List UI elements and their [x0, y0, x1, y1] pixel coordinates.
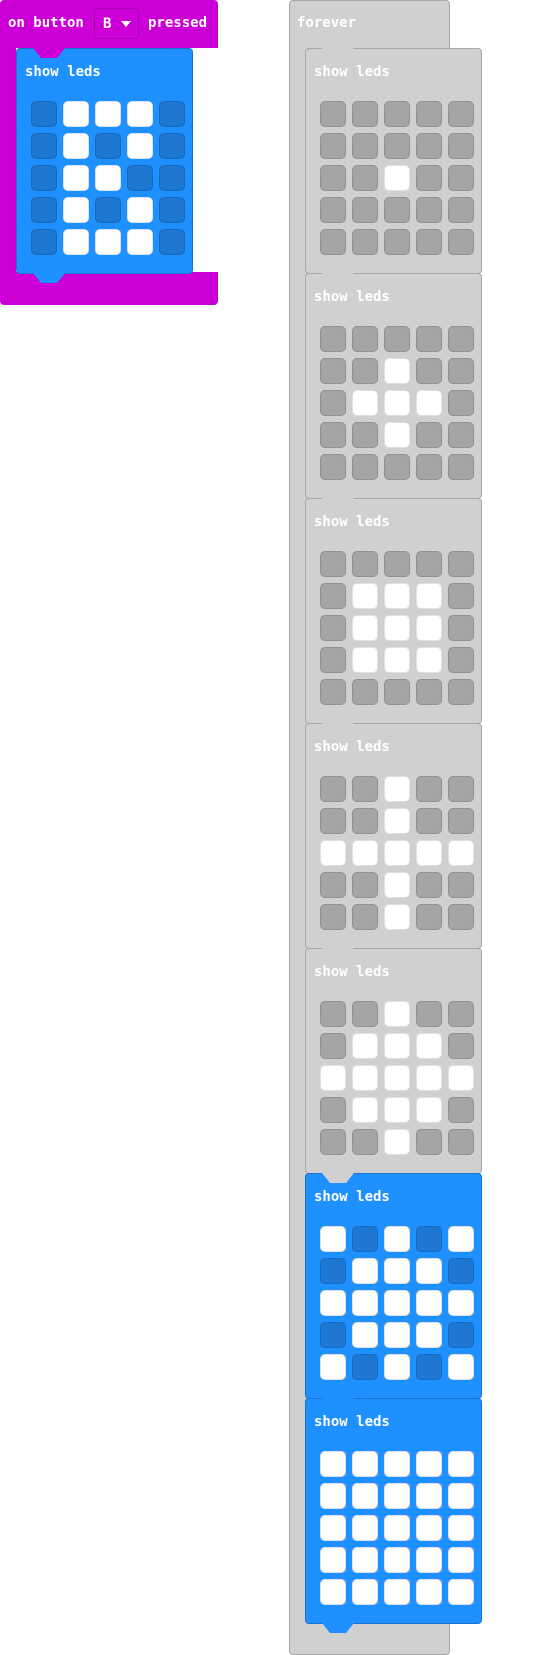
led-cell-r4-c3[interactable]	[416, 1579, 442, 1605]
led-cell-r3-c1[interactable]	[352, 1097, 378, 1123]
led-cell-r3-c1[interactable]	[63, 197, 89, 223]
led-cell-r1-c4[interactable]	[448, 358, 474, 384]
led-cell-r0-c0[interactable]	[320, 1001, 346, 1027]
led-cell-r1-c2[interactable]	[384, 583, 410, 609]
led-cell-r0-c2[interactable]	[384, 1451, 410, 1477]
led-cell-r4-c0[interactable]	[320, 1129, 346, 1155]
led-cell-r4-c4[interactable]	[448, 1354, 474, 1380]
led-cell-r4-c4[interactable]	[448, 1579, 474, 1605]
show-leds-label: show leds	[314, 1189, 390, 1205]
led-cell-r0-c2[interactable]	[384, 1226, 410, 1252]
led-cell-r4-c4[interactable]	[448, 454, 474, 480]
led-cell-r4-c2[interactable]	[95, 229, 121, 255]
show-leds-block[interactable]	[305, 48, 482, 274]
led-cell-r4-c3[interactable]	[416, 679, 442, 705]
led-cell-r1-c0[interactable]	[320, 1033, 346, 1059]
show-leds-block[interactable]	[305, 273, 482, 499]
led-cell-r0-c3[interactable]	[416, 551, 442, 577]
led-cell-r3-c0[interactable]	[320, 647, 346, 673]
led-cell-r3-c4[interactable]	[448, 1547, 474, 1573]
block-notch	[322, 948, 354, 958]
show-leds-block[interactable]	[305, 498, 482, 724]
led-cell-r0-c2[interactable]	[384, 1001, 410, 1027]
led-cell-r3-c2[interactable]	[384, 1547, 410, 1573]
led-cell-r1-c2[interactable]	[384, 1033, 410, 1059]
led-cell-r1-c1[interactable]	[352, 358, 378, 384]
led-cell-r4-c2[interactable]	[384, 454, 410, 480]
led-cell-r4-c1[interactable]	[352, 454, 378, 480]
led-cell-r2-c0[interactable]	[320, 390, 346, 416]
led-cell-r2-c1[interactable]	[352, 390, 378, 416]
led-cell-r0-c0[interactable]	[320, 101, 346, 127]
led-cell-r3-c4[interactable]	[159, 197, 185, 223]
led-cell-r2-c4[interactable]	[448, 1290, 474, 1316]
led-cell-r3-c3[interactable]	[127, 197, 153, 223]
led-cell-r0-c3[interactable]	[416, 1451, 442, 1477]
led-cell-r4-c3[interactable]	[416, 904, 442, 930]
led-cell-r4-c1[interactable]	[352, 229, 378, 255]
led-cell-r0-c4[interactable]	[448, 1001, 474, 1027]
led-cell-r1-c2[interactable]	[384, 133, 410, 159]
led-cell-r4-c2[interactable]	[384, 229, 410, 255]
led-cell-r2-c4[interactable]	[448, 615, 474, 641]
event-block-footer[interactable]	[0, 272, 218, 305]
led-cell-r2-c1[interactable]	[352, 165, 378, 191]
show-leds-label: show leds	[314, 64, 390, 80]
led-cell-r0-c3[interactable]	[416, 1001, 442, 1027]
led-cell-r2-c3[interactable]	[416, 165, 442, 191]
led-cell-r1-c0[interactable]	[320, 1483, 346, 1509]
led-cell-r2-c3[interactable]	[127, 165, 153, 191]
block-notch	[322, 273, 354, 283]
led-cell-r3-c1[interactable]	[352, 647, 378, 673]
led-cell-r1-c0[interactable]	[320, 808, 346, 834]
event-label-suffix: pressed	[148, 15, 208, 31]
led-cell-r2-c0[interactable]	[320, 840, 346, 866]
led-cell-r4-c4[interactable]	[448, 1129, 474, 1155]
led-cell-r1-c2[interactable]	[384, 358, 410, 384]
led-cell-r1-c2[interactable]	[384, 1483, 410, 1509]
led-grid	[320, 1451, 474, 1605]
led-cell-r0-c3[interactable]	[416, 1226, 442, 1252]
block-notch	[322, 498, 354, 508]
led-cell-r1-c1[interactable]	[352, 133, 378, 159]
led-cell-r3-c4[interactable]	[448, 872, 474, 898]
led-cell-r0-c2[interactable]	[384, 326, 410, 352]
led-cell-r4-c2[interactable]	[384, 679, 410, 705]
led-cell-r3-c2[interactable]	[384, 872, 410, 898]
led-cell-r3-c1[interactable]	[352, 1322, 378, 1348]
led-cell-r3-c0[interactable]	[320, 1322, 346, 1348]
led-cell-r1-c3[interactable]	[416, 583, 442, 609]
led-cell-r2-c2[interactable]	[384, 390, 410, 416]
led-cell-r0-c0[interactable]	[320, 326, 346, 352]
led-cell-r2-c3[interactable]	[416, 1290, 442, 1316]
forever-label: forever	[297, 15, 357, 31]
led-cell-r4-c0[interactable]	[320, 679, 346, 705]
led-cell-r0-c2[interactable]	[384, 551, 410, 577]
led-cell-r1-c4[interactable]	[448, 808, 474, 834]
led-cell-r2-c0[interactable]	[320, 1065, 346, 1091]
led-grid	[320, 551, 474, 705]
led-cell-r2-c2[interactable]	[95, 165, 121, 191]
led-cell-r1-c0[interactable]	[320, 1258, 346, 1284]
led-cell-r0-c4[interactable]	[448, 326, 474, 352]
led-cell-r1-c1[interactable]	[352, 808, 378, 834]
led-cell-r4-c1[interactable]	[63, 229, 89, 255]
led-cell-r0-c2[interactable]	[384, 776, 410, 802]
led-cell-r1-c3[interactable]	[416, 1483, 442, 1509]
led-cell-r1-c3[interactable]	[127, 133, 153, 159]
led-cell-r3-c4[interactable]	[448, 422, 474, 448]
show-leds-label: show leds	[314, 514, 390, 530]
led-cell-r0-c2[interactable]	[384, 101, 410, 127]
led-cell-r4-c1[interactable]	[352, 1354, 378, 1380]
block-notch	[33, 48, 65, 58]
led-cell-r0-c1[interactable]	[352, 326, 378, 352]
led-cell-r3-c1[interactable]	[352, 422, 378, 448]
led-cell-r3-c4[interactable]	[448, 1097, 474, 1123]
led-cell-r0-c0[interactable]	[320, 551, 346, 577]
led-grid	[320, 1226, 474, 1380]
led-cell-r1-c1[interactable]	[352, 1258, 378, 1284]
led-cell-r2-c4[interactable]	[448, 1515, 474, 1541]
show-leds-label: show leds	[25, 64, 101, 80]
led-grid	[320, 776, 474, 930]
led-cell-r4-c3[interactable]	[416, 229, 442, 255]
led-cell-r2-c3[interactable]	[416, 615, 442, 641]
led-grid	[320, 326, 474, 480]
led-cell-r3-c0[interactable]	[320, 422, 346, 448]
led-cell-r1-c0[interactable]	[320, 133, 346, 159]
led-cell-r4-c0[interactable]	[320, 229, 346, 255]
led-cell-r0-c4[interactable]	[448, 101, 474, 127]
show-leds-label: show leds	[314, 289, 390, 305]
led-cell-r2-c2[interactable]	[384, 1065, 410, 1091]
led-cell-r3-c1[interactable]	[352, 872, 378, 898]
led-cell-r2-c2[interactable]	[384, 1290, 410, 1316]
led-cell-r2-c2[interactable]	[384, 615, 410, 641]
led-cell-r3-c0[interactable]	[320, 872, 346, 898]
show-leds-block[interactable]	[305, 1398, 482, 1624]
led-cell-r4-c4[interactable]	[448, 229, 474, 255]
led-cell-r1-c2[interactable]	[95, 133, 121, 159]
led-cell-r3-c2[interactable]	[384, 1097, 410, 1123]
led-cell-r3-c4[interactable]	[448, 1322, 474, 1348]
led-cell-r2-c3[interactable]	[416, 1065, 442, 1091]
led-cell-r4-c3[interactable]	[416, 454, 442, 480]
button-select-dropdown[interactable]	[94, 8, 139, 39]
led-cell-r0-c0[interactable]	[31, 101, 57, 127]
led-cell-r1-c1[interactable]	[352, 1033, 378, 1059]
led-cell-r2-c1[interactable]	[352, 615, 378, 641]
led-cell-r1-c3[interactable]	[416, 808, 442, 834]
led-cell-r0-c1[interactable]	[352, 776, 378, 802]
led-cell-r1-c4[interactable]	[448, 1483, 474, 1509]
led-cell-r2-c0[interactable]	[320, 165, 346, 191]
led-cell-r3-c2[interactable]	[384, 647, 410, 673]
led-cell-r4-c0[interactable]	[31, 229, 57, 255]
led-cell-r3-c4[interactable]	[448, 197, 474, 223]
led-cell-r0-c0[interactable]	[320, 1451, 346, 1477]
led-cell-r2-c3[interactable]	[416, 840, 442, 866]
led-cell-r0-c3[interactable]	[416, 101, 442, 127]
led-grid	[320, 101, 474, 255]
block-notch	[322, 723, 354, 733]
led-cell-r4-c4[interactable]	[159, 229, 185, 255]
led-grid	[31, 101, 185, 255]
led-cell-r0-c1[interactable]	[352, 101, 378, 127]
led-cell-r4-c0[interactable]	[320, 1579, 346, 1605]
led-cell-r4-c2[interactable]	[384, 1579, 410, 1605]
led-cell-r2-c0[interactable]	[320, 1515, 346, 1541]
led-cell-r3-c2[interactable]	[95, 197, 121, 223]
led-cell-r3-c0[interactable]	[320, 1097, 346, 1123]
led-cell-r4-c2[interactable]	[384, 1354, 410, 1380]
led-cell-r2-c1[interactable]	[352, 840, 378, 866]
led-cell-r3-c3[interactable]	[416, 1322, 442, 1348]
block-notch	[322, 1173, 354, 1183]
led-cell-r3-c3[interactable]	[416, 197, 442, 223]
led-cell-r2-c2[interactable]	[384, 840, 410, 866]
chevron-down-icon	[121, 21, 131, 27]
led-cell-r2-c3[interactable]	[416, 390, 442, 416]
led-cell-r1-c4[interactable]	[448, 1033, 474, 1059]
led-cell-r3-c1[interactable]	[352, 1547, 378, 1573]
led-cell-r0-c2[interactable]	[95, 101, 121, 127]
led-cell-r0-c3[interactable]	[127, 101, 153, 127]
led-cell-r3-c2[interactable]	[384, 1322, 410, 1348]
led-cell-r2-c0[interactable]	[31, 165, 57, 191]
led-cell-r0-c1[interactable]	[352, 1001, 378, 1027]
led-cell-r2-c2[interactable]	[384, 1515, 410, 1541]
show-leds-block[interactable]	[16, 48, 193, 274]
led-cell-r1-c4[interactable]	[448, 1258, 474, 1284]
led-cell-r0-c4[interactable]	[448, 1226, 474, 1252]
led-cell-r4-c4[interactable]	[448, 904, 474, 930]
led-cell-r2-c1[interactable]	[352, 1515, 378, 1541]
led-cell-r2-c0[interactable]	[320, 615, 346, 641]
led-cell-r2-c1[interactable]	[352, 1065, 378, 1091]
led-cell-r0-c1[interactable]	[352, 551, 378, 577]
led-cell-r2-c4[interactable]	[448, 390, 474, 416]
led-cell-r4-c3[interactable]	[416, 1129, 442, 1155]
led-cell-r3-c2[interactable]	[384, 422, 410, 448]
led-grid	[320, 1001, 474, 1155]
led-cell-r3-c4[interactable]	[448, 647, 474, 673]
led-cell-r2-c3[interactable]	[416, 1515, 442, 1541]
event-block-arm[interactable]	[0, 48, 16, 273]
block-notch	[322, 1398, 354, 1408]
led-cell-r2-c4[interactable]	[448, 165, 474, 191]
led-cell-r1-c1[interactable]	[352, 583, 378, 609]
led-cell-r3-c3[interactable]	[416, 1097, 442, 1123]
led-cell-r3-c2[interactable]	[384, 197, 410, 223]
event-label-prefix: on button	[8, 15, 84, 31]
led-cell-r2-c4[interactable]	[159, 165, 185, 191]
led-cell-r0-c1[interactable]	[63, 101, 89, 127]
show-leds-block[interactable]	[305, 723, 482, 949]
led-cell-r3-c0[interactable]	[31, 197, 57, 223]
led-cell-r0-c4[interactable]	[159, 101, 185, 127]
led-cell-r0-c1[interactable]	[352, 1451, 378, 1477]
led-cell-r4-c1[interactable]	[352, 1579, 378, 1605]
show-leds-label: show leds	[314, 964, 390, 980]
led-cell-r4-c0[interactable]	[320, 904, 346, 930]
led-cell-r4-c1[interactable]	[352, 904, 378, 930]
led-cell-r4-c1[interactable]	[352, 1129, 378, 1155]
led-cell-r3-c0[interactable]	[320, 1547, 346, 1573]
led-cell-r0-c0[interactable]	[320, 776, 346, 802]
led-cell-r1-c3[interactable]	[416, 1258, 442, 1284]
led-cell-r4-c3[interactable]	[127, 229, 153, 255]
show-leds-block[interactable]	[305, 948, 482, 1174]
led-cell-r4-c4[interactable]	[448, 679, 474, 705]
led-cell-r1-c3[interactable]	[416, 358, 442, 384]
led-cell-r1-c0[interactable]	[320, 358, 346, 384]
led-cell-r1-c3[interactable]	[416, 133, 442, 159]
led-cell-r4-c0[interactable]	[320, 1354, 346, 1380]
led-cell-r3-c1[interactable]	[352, 197, 378, 223]
led-cell-r4-c0[interactable]	[320, 454, 346, 480]
led-cell-r2-c2[interactable]	[384, 165, 410, 191]
led-cell-r4-c3[interactable]	[416, 1354, 442, 1380]
led-cell-r1-c4[interactable]	[159, 133, 185, 159]
led-cell-r1-c3[interactable]	[416, 1033, 442, 1059]
led-cell-r3-c0[interactable]	[320, 197, 346, 223]
show-leds-label: show leds	[314, 1414, 390, 1430]
led-cell-r2-c4[interactable]	[448, 1065, 474, 1091]
button-select-value: B	[103, 16, 112, 32]
led-cell-r0-c3[interactable]	[416, 326, 442, 352]
led-cell-r1-c4[interactable]	[448, 133, 474, 159]
led-cell-r3-c3[interactable]	[416, 422, 442, 448]
led-cell-r0-c3[interactable]	[416, 776, 442, 802]
led-cell-r2-c1[interactable]	[63, 165, 89, 191]
led-cell-r2-c4[interactable]	[448, 840, 474, 866]
led-cell-r4-c2[interactable]	[384, 1129, 410, 1155]
led-cell-r0-c4[interactable]	[448, 551, 474, 577]
led-cell-r3-c3[interactable]	[416, 872, 442, 898]
led-cell-r1-c2[interactable]	[384, 1258, 410, 1284]
led-cell-r1-c1[interactable]	[63, 133, 89, 159]
led-cell-r2-c0[interactable]	[320, 1290, 346, 1316]
led-cell-r1-c0[interactable]	[31, 133, 57, 159]
led-cell-r3-c3[interactable]	[416, 647, 442, 673]
show-leds-label: show leds	[314, 739, 390, 755]
led-cell-r0-c1[interactable]	[352, 1226, 378, 1252]
led-cell-r1-c0[interactable]	[320, 583, 346, 609]
block-notch	[322, 48, 354, 58]
led-cell-r2-c1[interactable]	[352, 1290, 378, 1316]
led-cell-r3-c3[interactable]	[416, 1547, 442, 1573]
led-cell-r1-c1[interactable]	[352, 1483, 378, 1509]
led-cell-r0-c4[interactable]	[448, 1451, 474, 1477]
show-leds-block[interactable]	[305, 1173, 482, 1399]
led-cell-r1-c2[interactable]	[384, 808, 410, 834]
led-cell-r4-c1[interactable]	[352, 679, 378, 705]
led-cell-r0-c0[interactable]	[320, 1226, 346, 1252]
led-cell-r4-c2[interactable]	[384, 904, 410, 930]
led-cell-r0-c4[interactable]	[448, 776, 474, 802]
led-cell-r1-c4[interactable]	[448, 583, 474, 609]
